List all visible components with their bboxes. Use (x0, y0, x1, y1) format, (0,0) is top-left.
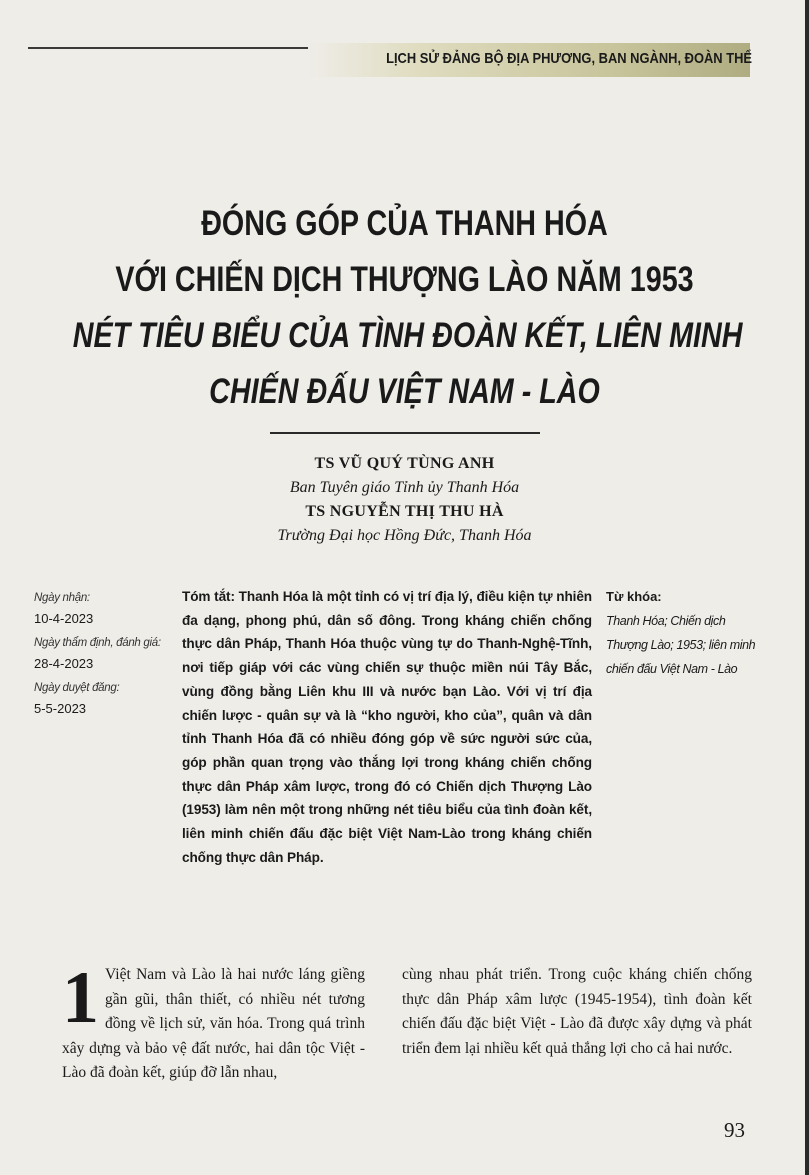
page-edge (805, 0, 809, 1175)
reviewed-label: Ngày thẩm định, đánh giá: (34, 637, 161, 649)
title-divider (270, 432, 540, 434)
page-number: 93 (724, 1118, 745, 1142)
body-text-left: Việt Nam và Lào là hai nước láng giềng gần gũi, thân thiết, có nhiều nét tương đồng về lịch sử, văn hóa. Trong quá trình xây dựng và bảo vệ đất nước, hai dân tộc Việt - Lào đã đoàn kết, giúp đỡ lẫn nhau, (62, 966, 365, 1081)
section-number-dropcap: 1 (62, 957, 99, 1039)
author-affiliation-2: Trường Đại học Hồng Đức, Thanh Hóa (277, 527, 532, 544)
received-date: 10-4-2023 (34, 611, 94, 626)
article-dates (34, 588, 174, 723)
author-affiliation-1: Ban Tuyên giáo Tỉnh ủy Thanh Hóa (289, 479, 520, 496)
body-column-left (62, 957, 365, 1086)
received-label: Ngày nhận: (34, 592, 90, 604)
article-title (0, 196, 809, 420)
title-line-3: NÉT TIÊU BIỂU CỦA TÌNH ĐOÀN KẾT, LIÊN MINH (72, 316, 743, 355)
section-header: LỊCH SỬ ĐẢNG BỘ ĐỊA PHƯƠNG, BAN NGÀNH, ĐOÀN THỂ (386, 50, 752, 67)
approved-label: Ngày duyệt đăng: (34, 682, 120, 694)
keywords-text: Thanh Hóa; Chiến dịch Thượng Lào; 1953; liên minh chiến đấu Việt Nam - Lào (606, 614, 756, 676)
keywords-label: Từ khóa: (606, 589, 662, 604)
title-line-2: VỚI CHIẾN DỊCH THƯỢNG LÀO NĂM 1953 (115, 260, 694, 299)
header-rule (28, 47, 313, 49)
title-line-4: CHIẾN ĐẤU VIỆT NAM - LÀO (209, 372, 600, 411)
author-name-2: TS NGUYỄN THỊ THU HÀ (305, 503, 504, 520)
reviewed-date: 28-4-2023 (34, 656, 94, 671)
abstract: Tóm tắt: Thanh Hóa là một tỉnh có vị trí địa lý, điều kiện tự nhiên đa dạng, phong phú, dân số đông. Trong kháng chiến chống thực dân Pháp, Thanh Hóa thuộc vùng tự do Thanh-Nghệ-Tĩnh, nơi tiếp giáp với các vùng chiến sự thuộc miền núi Tây Bắc, vùng đồng bằng Liên khu III và nước bạn Lào. Với vị trí địa chiến lược - quân sự và là “kho người, kho của”, quân và dân tỉnh Thanh Hóa đã có nhiều đóng góp về sức người sức của, góp phần quan trọng vào thắng lợi trong kháng chiến chống thực dân Pháp xâm lược, trong đó có Chiến dịch Thượng Lào (1953) làm nên một trong những nét tiêu biểu của tình đoàn kết, liên minh chiến đấu đặc biệt Việt Nam-Lào trong kháng chiến chống thực dân Pháp. (182, 589, 592, 865)
author-name-1: TS VŨ QUÝ TÙNG ANH (314, 455, 495, 472)
author-block (0, 452, 809, 548)
body-column-right: cùng nhau phát triển. Trong cuộc kháng chiến chống thực dân Pháp xâm lược (1945-1954), tình đoàn kết chiến đấu đặc biệt Việt - Lào đã được xây dựng và phát triển đem lại nhiều kết quả thắng lợi cho cả hai nước. (402, 966, 752, 1057)
title-line-1: ĐÓNG GÓP CỦA THANH HÓA (201, 204, 608, 243)
approved-date: 5-5-2023 (34, 701, 87, 716)
keywords-block (606, 585, 756, 681)
